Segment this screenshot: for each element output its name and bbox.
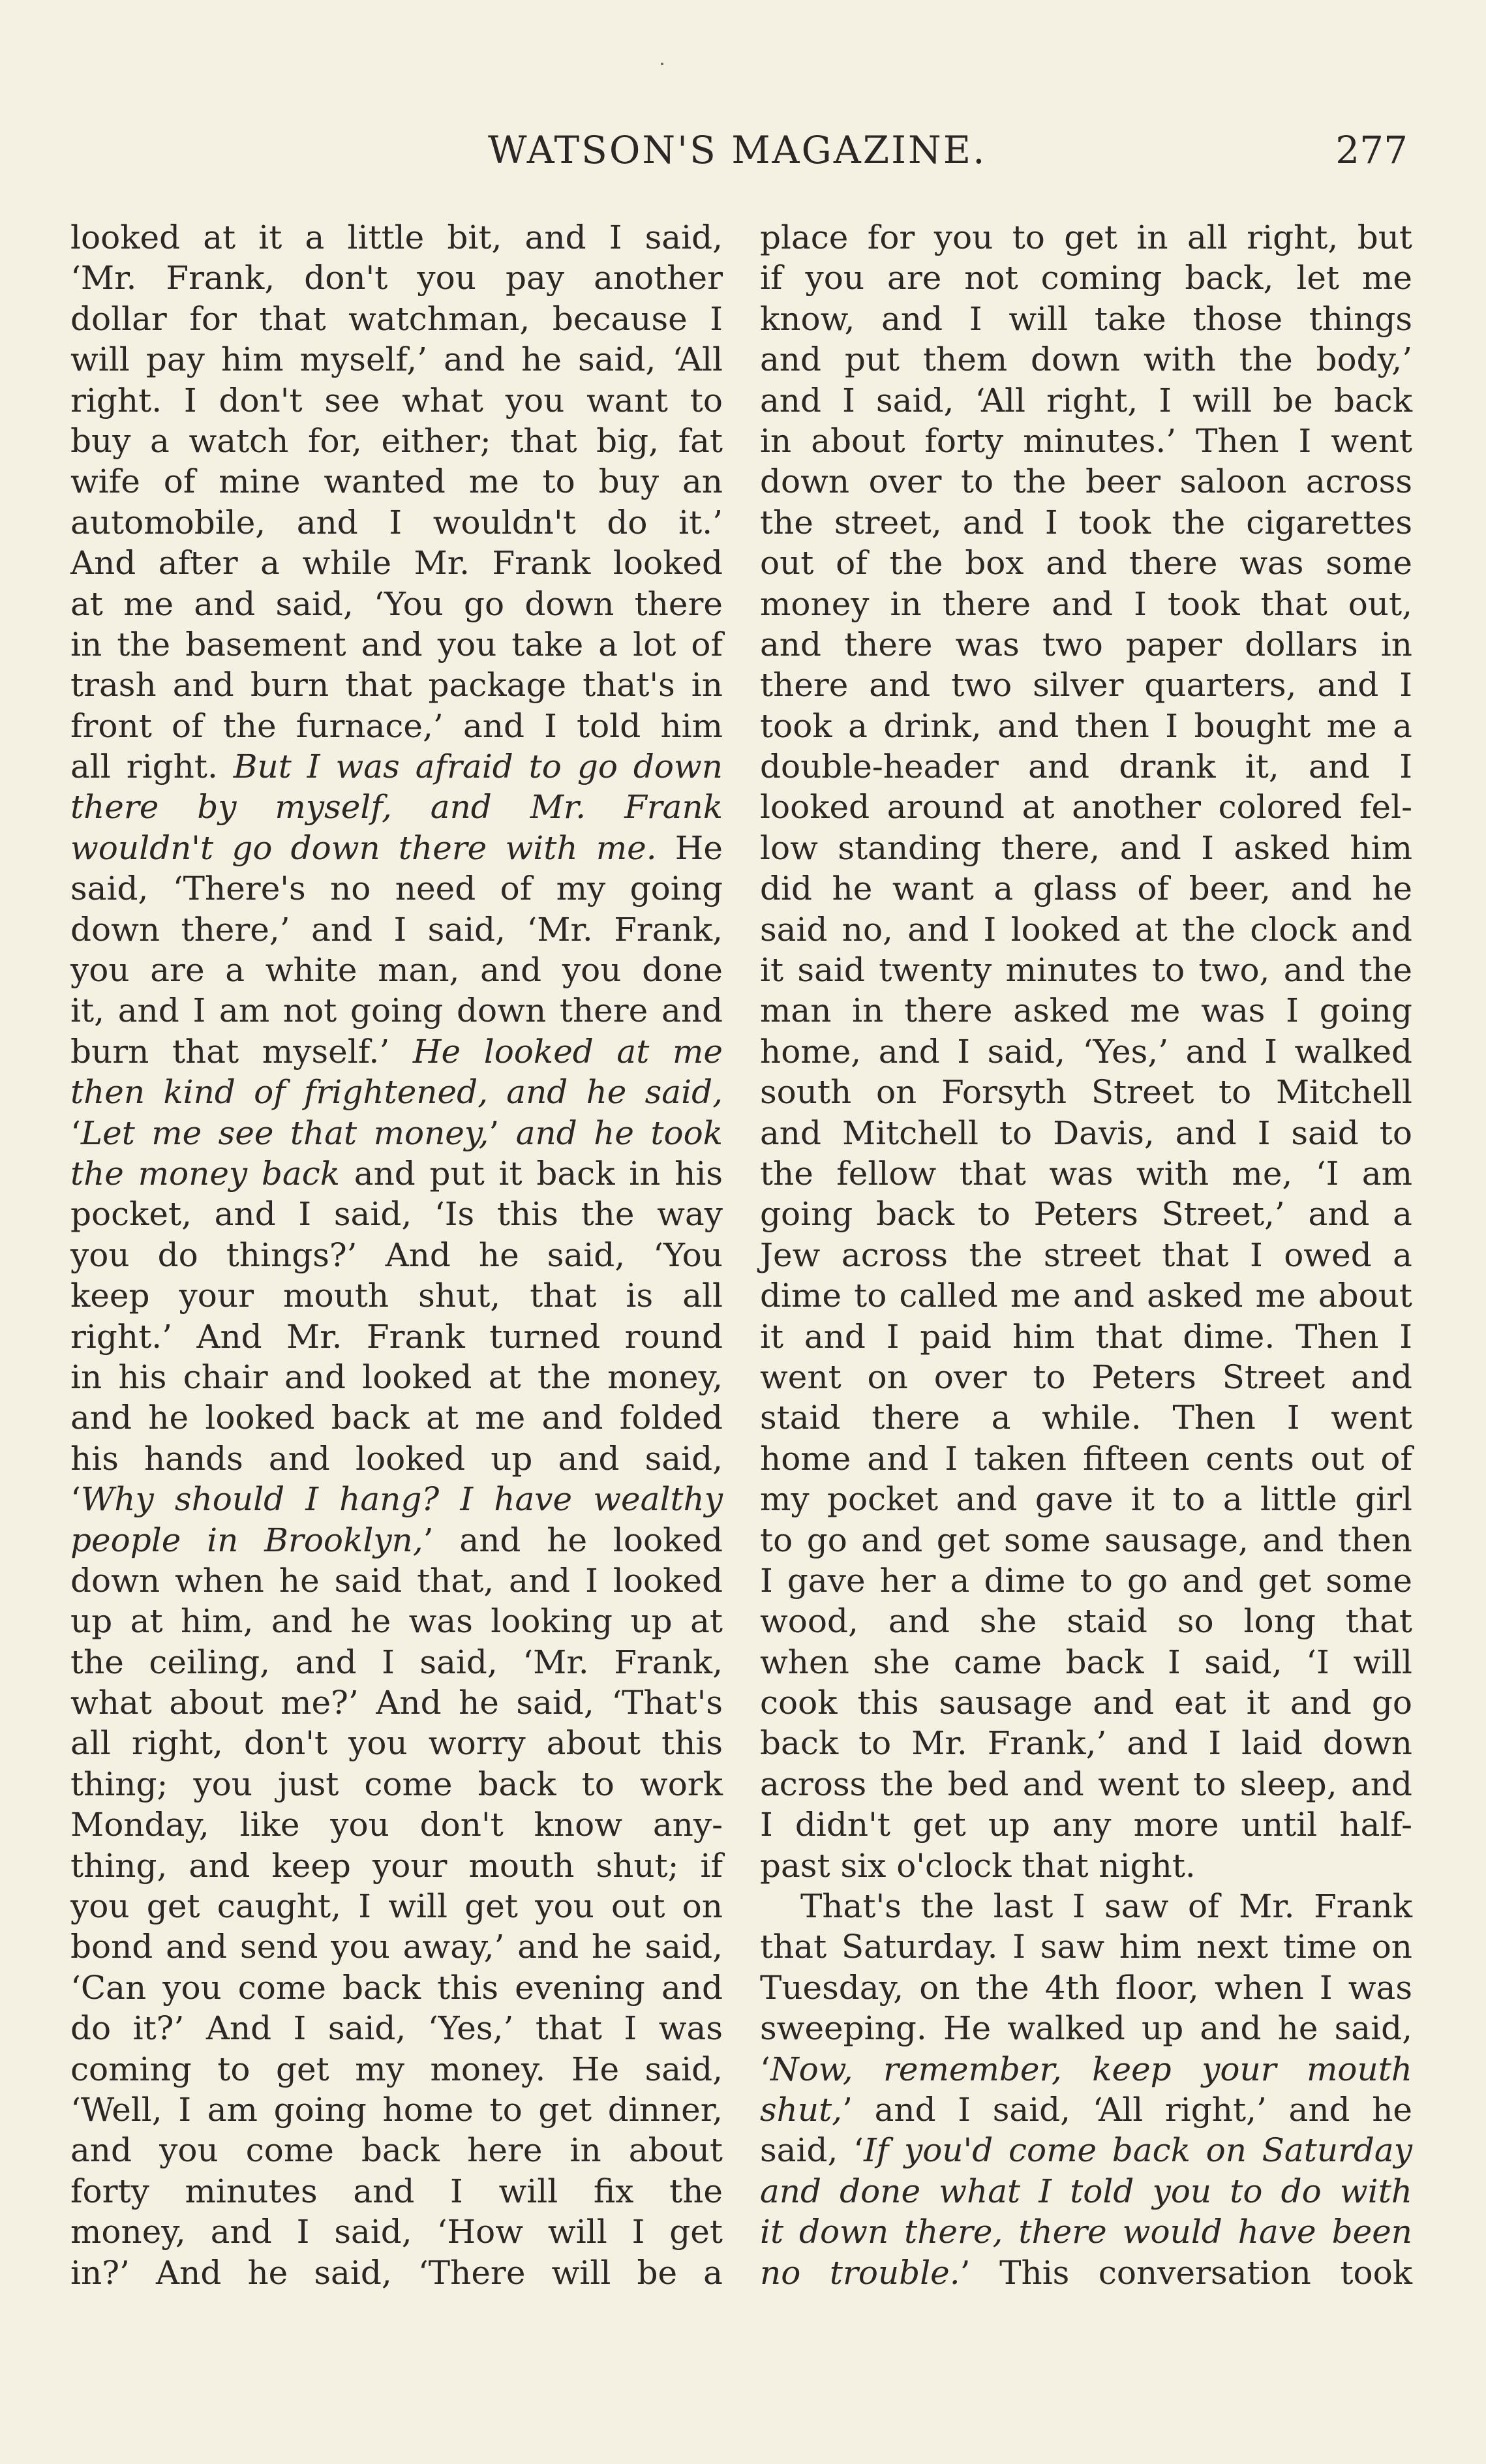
- text-line: pocket, and I said, ‘Is this the way: [70, 1195, 723, 1234]
- text-line: low standing there, and I asked him: [760, 829, 1412, 867]
- text-line: ‘Well, I am going home to get dinner,: [70, 2090, 723, 2129]
- text-line: and you come back here in about: [70, 2131, 723, 2170]
- text-line: out of the box and there was some: [760, 544, 1412, 583]
- text-line: what about me?’ And he said, ‘That's: [70, 1684, 723, 1722]
- text-line: Tuesday, on the 4th floor, when I was: [760, 1968, 1412, 2007]
- text-line: dime to called me and asked me about: [760, 1277, 1412, 1315]
- text-line: ‘Can you come back this evening and: [70, 1968, 723, 2007]
- text-line: no trouble.’ This conversation took: [760, 2253, 1412, 2292]
- text-line: dollar for that watchman, because I: [70, 299, 723, 338]
- text-line: down there,’ and I said, ‘Mr. Frank,: [70, 910, 723, 949]
- text-line: went on over to Peters Street and: [760, 1358, 1412, 1396]
- text-line: in about forty minutes.’ Then I went: [760, 421, 1412, 460]
- text-line: in?’ And he said, ‘There will be a: [70, 2253, 723, 2292]
- text-line: money, and I said, ‘How will I get: [70, 2213, 723, 2251]
- text-line: looked around at another colored fel-: [760, 788, 1412, 827]
- text-line: down when he said that, and I looked: [70, 1561, 723, 1600]
- text-line: you do things?’ And he said, ‘You: [70, 1236, 723, 1274]
- text-line: it said twenty minutes to two, and the: [760, 951, 1412, 990]
- text-line: that Saturday. I saw him next time on: [760, 1928, 1412, 1966]
- text-line: in the basement and you take a lot of: [70, 625, 723, 663]
- text-line: will pay him myself,’ and he said, ‘All: [70, 341, 723, 379]
- text-line: place for you to get in all right, but: [760, 219, 1412, 256]
- text-line: it, and I am not going down there and: [70, 992, 723, 1030]
- text-line: said, ‘There's no need of my going: [70, 870, 723, 908]
- text-line: and I said, ‘All right, I will be back: [760, 381, 1412, 419]
- text-line: and put them down with the body,’: [760, 341, 1412, 379]
- text-line: and Mitchell to Davis, and I said to: [760, 1114, 1412, 1152]
- page-number: 277: [1335, 128, 1408, 172]
- text-line: and he looked back at me and folded: [70, 1399, 723, 1437]
- text-line: in his chair and looked at the money,: [70, 1358, 723, 1396]
- text-line: bond and send you away,’ and he said,: [70, 1928, 723, 1966]
- text-line: past six o'clock that night.: [760, 1846, 1196, 1885]
- text-line: the street, and I took the cigarettes: [760, 503, 1412, 541]
- text-line: going back to Peters Street,’ and a: [760, 1195, 1412, 1234]
- text-line: That's the last I saw of Mr. Frank: [800, 1887, 1412, 1926]
- text-line: the fellow that was with me, ‘I am: [760, 1154, 1412, 1193]
- text-line: at me and said, ‘You go down there: [70, 585, 723, 623]
- text-line: if you are not coming back, let me: [760, 259, 1412, 297]
- text-line: said no, and I looked at the clock and: [760, 910, 1412, 949]
- text-line: money in there and I took that out,: [760, 585, 1412, 623]
- text-line: his hands and looked up and said,: [70, 1439, 723, 1478]
- text-line: ‘Mr. Frank, don't you pay another: [70, 259, 723, 297]
- text-line: you get caught, I will get you out on: [70, 1887, 723, 1926]
- text-line: home, and I said, ‘Yes,’ and I walked: [760, 1032, 1412, 1071]
- text-line: trash and burn that package that's in: [70, 666, 723, 705]
- text-line: the money back and put it back in his: [70, 1154, 723, 1193]
- text-line: coming to get my money. He said,: [70, 2050, 723, 2088]
- text-line: cook this sausage and eat it and go: [760, 1684, 1412, 1722]
- text-line: buy a watch for, either; that big, fat: [70, 421, 723, 460]
- text-line: and done what I told you to do with: [760, 2172, 1412, 2210]
- text-line: wouldn't go down there with me. He: [70, 829, 723, 867]
- left-text-column: [70, 217, 723, 2293]
- text-line: to go and get some sausage, and then: [760, 1521, 1412, 1559]
- text-line: I didn't get up any more until half-: [760, 1806, 1412, 1844]
- text-line: all right, don't you worry about this: [70, 1724, 723, 1763]
- text-line: Monday, like you don't know any-: [70, 1806, 723, 1844]
- text-line: you are a white man, and you done: [70, 951, 723, 990]
- text-line: thing; you just come back to work: [70, 1765, 723, 1803]
- text-line: burn that myself.’ He looked at me: [70, 1032, 723, 1071]
- text-line: And after a while Mr. Frank looked: [70, 544, 723, 583]
- running-head: [70, 128, 1408, 180]
- text-line: up at him, and he was looking up at: [70, 1602, 723, 1641]
- text-line: home and I taken fifteen cents out of: [760, 1439, 1412, 1478]
- text-line: double-header and drank it, and I: [760, 748, 1412, 786]
- text-line: ‘Now, remember, keep your mouth: [760, 2050, 1412, 2088]
- text-line: front of the furnace,’ and I told him: [70, 707, 723, 745]
- text-line: forty minutes and I will fix the: [70, 2172, 723, 2210]
- text-line: keep your mouth shut, that is all: [70, 1277, 723, 1315]
- magazine-title: WATSON'S MAGAZINE.: [488, 128, 987, 172]
- text-line: know, and I will take those things: [760, 299, 1412, 338]
- text-line: man in there asked me was I going: [760, 992, 1412, 1030]
- text-line: took a drink, and then I bought me a: [760, 707, 1412, 745]
- text-line: automobile, and I wouldn't do it.’: [70, 503, 723, 541]
- text-line: Jew across the street that I owed a: [760, 1236, 1412, 1274]
- text-line: people in Brooklyn,’ and he looked: [70, 1521, 723, 1559]
- text-line: all right. But I was afraid to go down: [70, 748, 723, 786]
- text-line: said, ‘If you'd come back on Saturday: [760, 2131, 1412, 2170]
- print-speck: [661, 63, 663, 65]
- text-line: looked at it a little bit, and I said,: [70, 219, 723, 256]
- text-line: when she came back I said, ‘I will: [760, 1643, 1412, 1681]
- text-line: across the bed and went to sleep, and: [760, 1765, 1412, 1803]
- text-line: back to Mr. Frank,’ and I laid down: [760, 1724, 1412, 1763]
- text-line: right. I don't see what you want to: [70, 381, 723, 419]
- text-line: ‘Why should I hang? I have wealthy: [70, 1480, 723, 1519]
- text-line: then kind of frightened, and he said,: [70, 1073, 723, 1112]
- text-line: wife of mine wanted me to buy an: [70, 463, 723, 501]
- text-line: wood, and she staid so long that: [760, 1602, 1412, 1641]
- text-line: south on Forsyth Street to Mitchell: [760, 1073, 1412, 1112]
- text-line: I gave her a dime to go and get some: [760, 1561, 1412, 1600]
- text-line: it down there, there would have been: [760, 2213, 1412, 2251]
- text-line: the ceiling, and I said, ‘Mr. Frank,: [70, 1643, 723, 1681]
- text-line: ‘Let me see that money,’ and he took: [70, 1114, 723, 1152]
- text-line: shut,’ and I said, ‘All right,’ and he: [760, 2090, 1412, 2129]
- text-line: down over to the beer saloon across: [760, 463, 1412, 501]
- text-line: did he want a glass of beer, and he: [760, 870, 1412, 908]
- text-line: my pocket and gave it to a little girl: [760, 1480, 1412, 1519]
- text-line: staid there a while. Then I went: [760, 1399, 1412, 1437]
- text-line: sweeping. He walked up and he said,: [760, 2009, 1412, 2048]
- right-text-column: [760, 217, 1412, 2293]
- text-line: right.’ And Mr. Frank turned round: [70, 1317, 723, 1356]
- text-line: do it?’ And I said, ‘Yes,’ that I was: [70, 2009, 723, 2048]
- text-line: thing, and keep your mouth shut; if: [70, 1846, 723, 1885]
- text-line: and there was two paper dollars in: [760, 625, 1412, 663]
- text-line: there and two silver quarters, and I: [760, 666, 1412, 705]
- text-line: it and I paid him that dime. Then I: [760, 1317, 1412, 1356]
- text-line: there by myself, and Mr. Frank: [70, 788, 723, 827]
